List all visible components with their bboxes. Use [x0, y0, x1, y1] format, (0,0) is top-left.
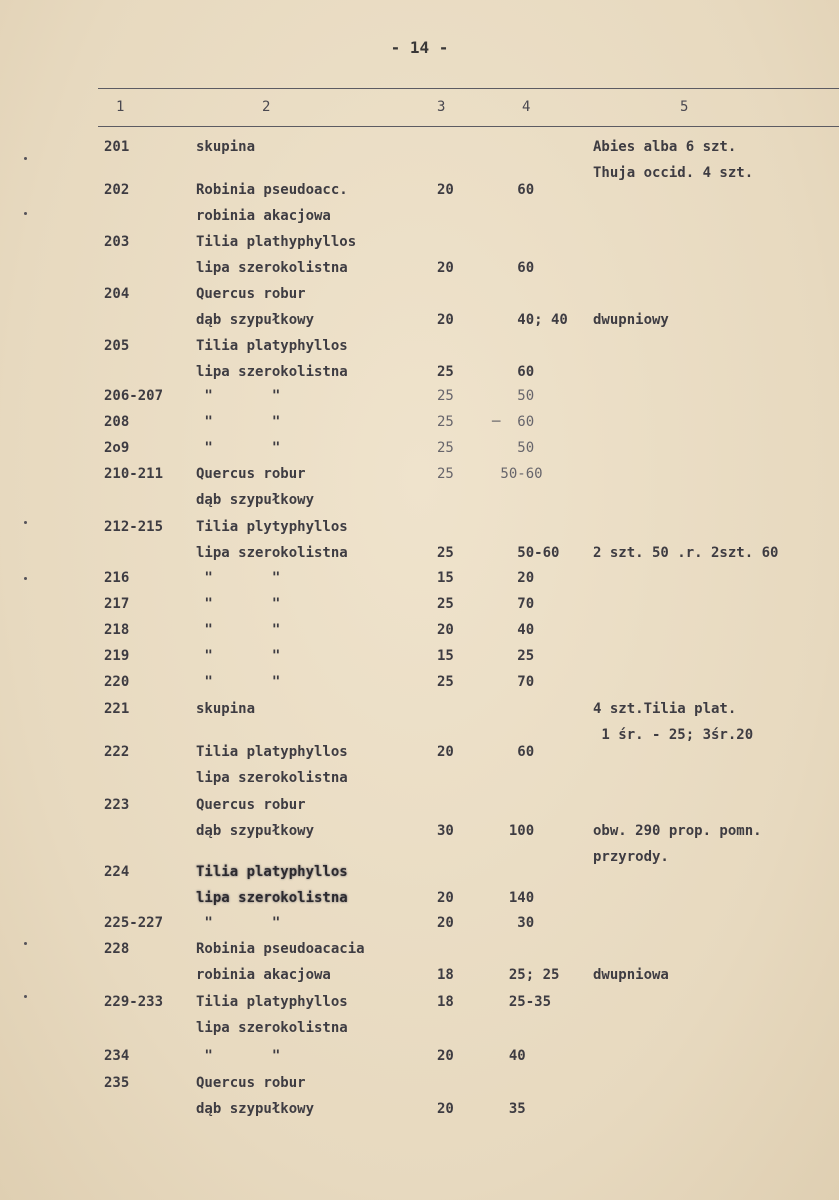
- table-cell-col3: 25: [437, 364, 454, 380]
- table-cell-col4: 70: [492, 596, 535, 612]
- table-cell-col3: 25: [437, 596, 454, 612]
- table-cell-col5: dwupniowa: [593, 967, 669, 983]
- table-cell-col4: 60: [492, 744, 535, 760]
- table-cell-col4: 50: [492, 388, 535, 404]
- table-cell-col2: Quercus robur dąb szypułkowy: [196, 1075, 315, 1117]
- table-cell-col2: Quercus robur dąb szypułkowy: [196, 797, 315, 839]
- table-cell-col5: obw. 290 prop. pomn. przyrody.: [593, 823, 762, 865]
- table-cell-col3: 20: [437, 915, 454, 931]
- column-header-3: 3: [437, 99, 446, 115]
- table-cell-col3: 25: [437, 414, 454, 430]
- table-cell-col4: 60: [517, 260, 535, 276]
- table-cell-col1: 228: [104, 941, 130, 957]
- table-cell-col2: Tilia platyphyllos lipa szerokolistna: [196, 338, 348, 380]
- table-cell-col1: 219: [104, 648, 130, 664]
- margin-mark: [24, 577, 27, 580]
- table-cell-col2: " ": [196, 440, 281, 456]
- table-cell-col4: 60: [492, 182, 535, 198]
- table-cell-col1: 208: [104, 414, 130, 430]
- table-cell-col1: 221: [104, 701, 130, 717]
- table-cell-col3: 18: [437, 967, 454, 983]
- table-cell-col4: 100: [508, 823, 535, 839]
- table-cell-col4: 70: [492, 674, 535, 690]
- table-cell-col3: 20: [437, 744, 454, 760]
- column-header-5: 5: [680, 99, 689, 115]
- column-header-2: 2: [262, 99, 271, 115]
- table-cell-col2: Quercus robur dąb szypułkowy: [196, 466, 315, 508]
- table-cell-col5: 4 szt.Tilia plat. 1 śr. - 25; 3śr.20: [593, 701, 754, 743]
- table-cell-col3: 30: [437, 823, 454, 839]
- table-cell-col2: " ": [196, 388, 281, 404]
- table-cell-col2: Robinia pseudoacacia robinia akacjowa: [196, 941, 365, 983]
- table-cell-col1: 205: [104, 338, 130, 354]
- table-cell-col3: 20: [437, 1101, 454, 1117]
- table-cell-col4: 40; 40: [517, 312, 568, 328]
- table-cell-col2: skupina: [196, 701, 256, 717]
- column-header-1: 1: [116, 99, 125, 115]
- table-cell-col1: 222: [104, 744, 130, 760]
- margin-mark: [24, 157, 27, 160]
- table-cell-col5: 2 szt. 50 .r. 2szt. 60: [593, 545, 779, 561]
- table-cell-col1: 216: [104, 570, 130, 586]
- table-cell-col1: 217: [104, 596, 130, 612]
- table-cell-col1: 223: [104, 797, 130, 813]
- table-cell-col3: 20: [437, 182, 454, 198]
- table-cell-col2: Tilia plathyphyllos lipa szerokolistna: [196, 234, 357, 276]
- table-cell-col2: Tilia platyphyllos lipa szerokolistna: [196, 994, 348, 1036]
- margin-mark: [24, 995, 27, 998]
- table-cell-col1: 212-215: [104, 519, 164, 535]
- table-cell-col3: 20: [437, 890, 454, 906]
- table-cell-col3: 20: [437, 312, 454, 328]
- table-cell-col2: " ": [196, 674, 281, 690]
- table-cell-col2: skupina: [196, 139, 256, 155]
- table-cell-col4: 140: [508, 890, 535, 906]
- table-cell-col1: 225-227: [104, 915, 164, 931]
- table-cell-col5: Abies alba 6 szt. Thuja occid. 4 szt.: [593, 139, 754, 181]
- table-cell-col4: 35: [508, 1101, 526, 1117]
- table-cell-col3: 15: [437, 570, 454, 586]
- table-cell-col2: " ": [196, 915, 281, 931]
- table-cell-col1: 229-233: [104, 994, 164, 1010]
- table-cell-col2: Quercus robur dąb szypułkowy: [196, 286, 315, 328]
- table-cell-col1: 218: [104, 622, 130, 638]
- table-cell-col4: 20: [492, 570, 535, 586]
- table-cell-col3: 25: [437, 545, 454, 561]
- margin-mark: [24, 942, 27, 945]
- table-cell-col3: 25: [437, 466, 454, 482]
- margin-mark: [24, 212, 27, 215]
- table-cell-col2: " ": [196, 414, 281, 430]
- table-cell-col4: 50-60: [517, 545, 560, 561]
- table-cell-col2: " ": [196, 1048, 281, 1064]
- table-cell-col4: 40: [492, 622, 535, 638]
- table-cell-col4: 50-60: [492, 466, 543, 482]
- table-cell-col2: " ": [196, 648, 281, 664]
- table-cell-col2: Robinia pseudoacc. robinia akacjowa: [196, 182, 348, 224]
- table-cell-col3: 20: [437, 622, 454, 638]
- table-cell-col3: 25: [437, 440, 454, 456]
- table-cell-col4: 25-35: [492, 994, 552, 1010]
- table-cell-col2: " ": [196, 622, 281, 638]
- table-cell-col3: 20: [437, 260, 454, 276]
- table-cell-col4: ─ 60: [492, 414, 535, 430]
- table-cell-col4: 60: [517, 364, 535, 380]
- table-cell-col1: 210-211: [104, 466, 164, 482]
- table-cell-col1: 201: [104, 139, 130, 155]
- table-cell-col3: 20: [437, 1048, 454, 1064]
- table-cell-col1: 202: [104, 182, 130, 198]
- table-cell-col1: 220: [104, 674, 130, 690]
- table-cell-col2: " ": [196, 570, 281, 586]
- page-number: - 14 -: [390, 38, 449, 57]
- table-cell-col2: Tilia platyphyllos lipa szerokolistna: [196, 864, 348, 906]
- table-cell-col4: 25: [492, 648, 535, 664]
- table-cell-col1: 203: [104, 234, 130, 250]
- table-cell-col4: 50: [492, 440, 535, 456]
- table-cell-col4: 40: [492, 1048, 526, 1064]
- table-cell-col3: 25: [437, 388, 454, 404]
- table-cell-col1: 234: [104, 1048, 130, 1064]
- table-cell-col1: 2o9: [104, 440, 130, 456]
- table-cell-col3: 25: [437, 674, 454, 690]
- table-cell-col3: 15: [437, 648, 454, 664]
- table-cell-col2: Tilia platyphyllos lipa szerokolistna: [196, 744, 348, 786]
- table-cell-col1: 206-207: [104, 388, 164, 404]
- table-cell-col2: Tilia plytyphyllos lipa szerokolistna: [196, 519, 348, 561]
- column-header-4: 4: [522, 99, 531, 115]
- table-cell-col3: 18: [437, 994, 454, 1010]
- table-cell-col2: " ": [196, 596, 281, 612]
- table-cell-col5: dwupniowy: [593, 312, 669, 328]
- table-cell-col4: 30: [492, 915, 535, 931]
- table-cell-col1: 235: [104, 1075, 130, 1091]
- margin-mark: [24, 521, 27, 524]
- table-cell-col4: 25; 25: [508, 967, 560, 983]
- table-cell-col1: 204: [104, 286, 130, 302]
- table-cell-col1: 224: [104, 864, 130, 880]
